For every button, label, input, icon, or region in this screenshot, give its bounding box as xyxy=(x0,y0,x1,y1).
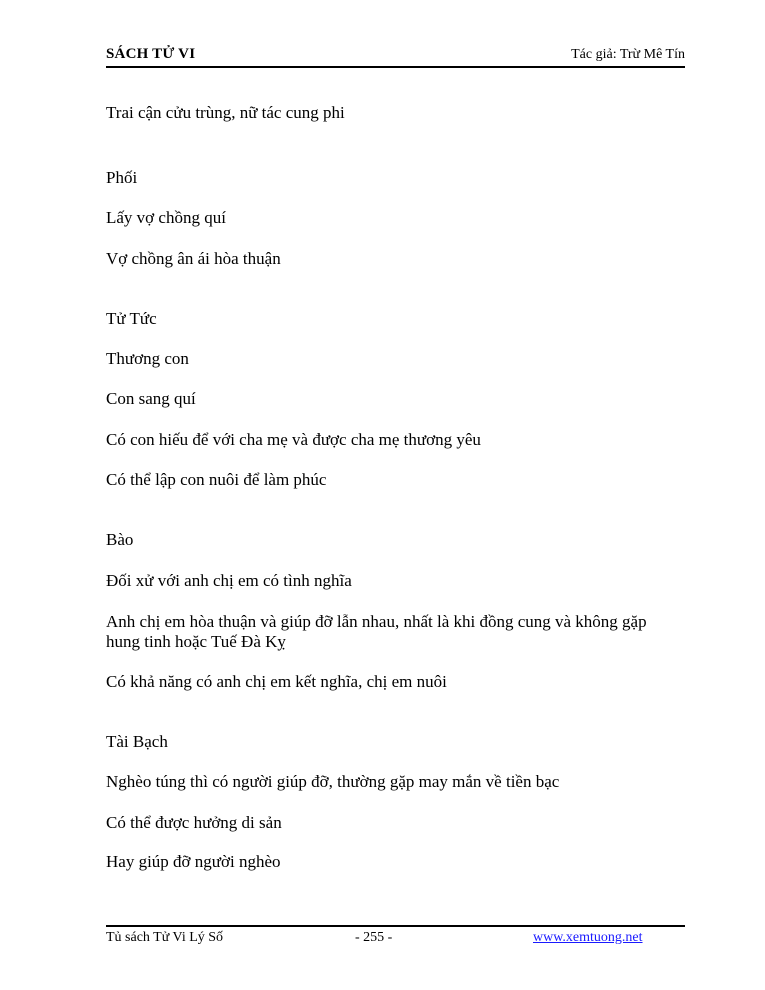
page-number: - 255 - xyxy=(355,930,393,945)
section-heading-bao: Bào xyxy=(106,530,134,549)
text-line: Con sang quí xyxy=(106,389,196,408)
text-paragraph: Anh chị em hòa thuận và giúp đỡ lẫn nhau, nhất là khi đồng cung và không gặp hung tinh hoặc Tuế Đà Kỵ xyxy=(106,612,647,651)
text-line: Trai cận cửu trùng, nữ tác cung phi xyxy=(106,103,345,122)
text-line: Có thể lập con nuôi để làm phúc xyxy=(106,470,327,489)
page-header xyxy=(106,44,685,68)
footer-series-title: Tủ sách Tử Vi Lý Số xyxy=(106,930,224,945)
book-title: SÁCH TỬ VI xyxy=(106,46,196,62)
text-line: Có khả năng có anh chị em kết nghĩa, chị em nuôi xyxy=(106,672,447,691)
author-line: Tác giả: Trừ Mê Tín xyxy=(571,47,685,62)
text-line: Vợ chồng ân ái hòa thuận xyxy=(106,249,281,268)
page-footer xyxy=(106,925,685,949)
section-heading-phoi: Phối xyxy=(106,168,138,187)
section-heading-tai-bach: Tài Bạch xyxy=(106,732,168,751)
text-line: Nghèo túng thì có người giúp đỡ, thường gặp may mắn về tiền bạc xyxy=(106,772,560,791)
text-line: Có con hiếu để với cha mẹ và được cha mẹ thương yêu xyxy=(106,430,481,449)
text-line: Có thể được hưởng di sản xyxy=(106,813,282,832)
text-line: Hay giúp đỡ người nghèo xyxy=(106,852,281,871)
text-line: Lấy vợ chồng quí xyxy=(106,208,226,227)
text-line: Thương con xyxy=(106,349,189,368)
text-line: Đối xử với anh chị em có tình nghĩa xyxy=(106,571,352,590)
section-heading-tu-tuc: Tử Tức xyxy=(106,309,157,328)
website-link[interactable]: www.xemtuong.net xyxy=(533,930,643,945)
